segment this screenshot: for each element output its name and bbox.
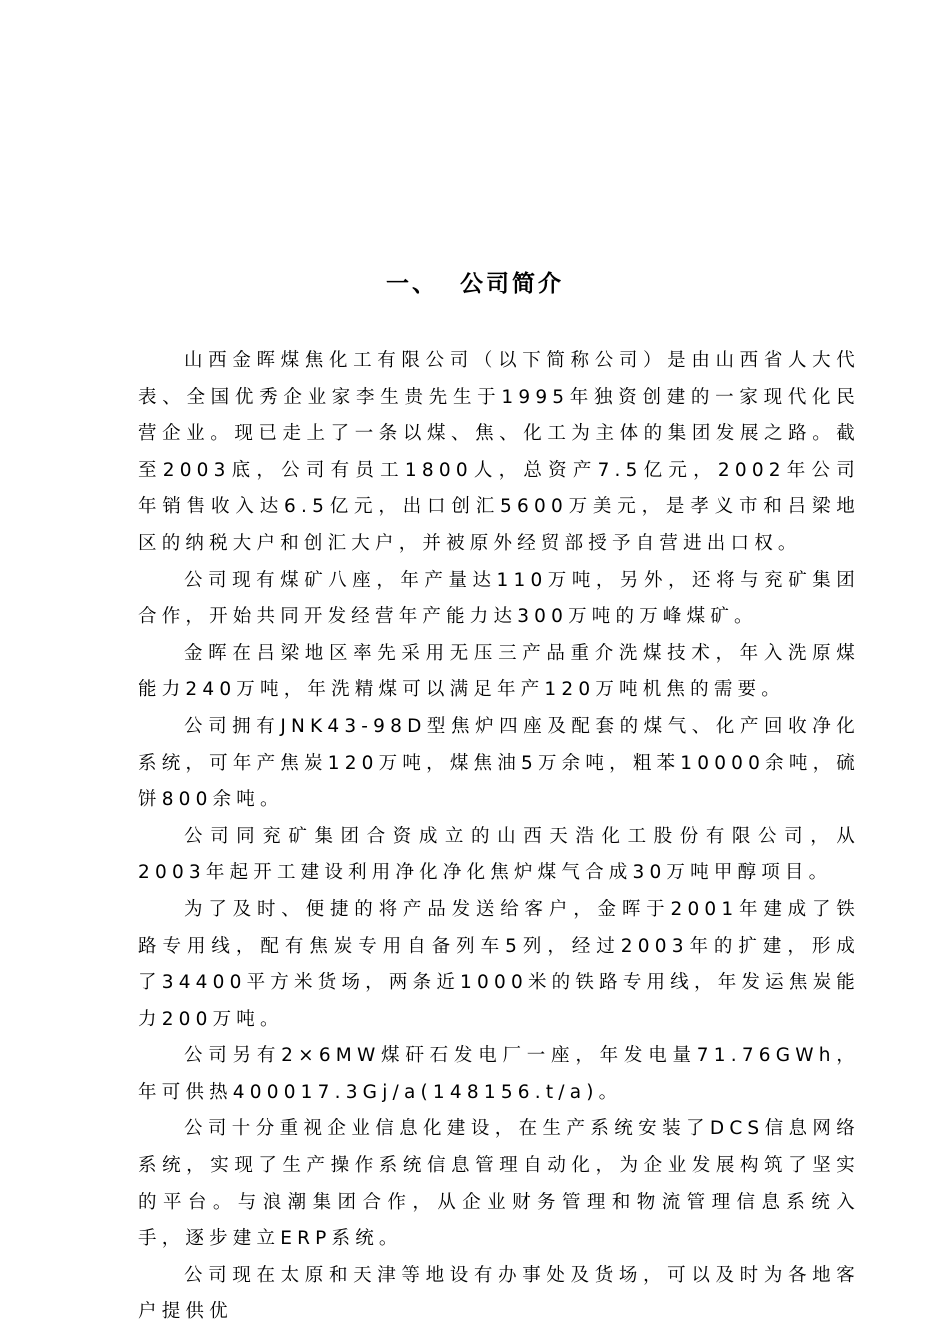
paragraph-informatization: 公司十分重视企业信息化建设，在生产系统安装了DCS信息网络系统，实现了生产操作系统信息管理自动化，为企业发展构筑了坚实的平台。与浪潮集团合作，从企业财务管理和物流管理信息系统入手，逐步建立ERP系统。	[138, 1118, 860, 1250]
paragraph-methanol-project: 公司同兖矿集团合资成立的山西天浩化工股份有限公司，从2003年起开工建设利用净化净化焦炉煤气合成30万吨甲醇项目。	[138, 825, 860, 884]
paragraph-coal-washing: 金晖在吕梁地区率先采用无压三产品重介洗煤技术，年入洗原煤能力240万吨，年洗精煤可以满足年产120万吨机焦的需要。	[138, 642, 860, 701]
paragraph-coal-mines: 公司现有煤矿八座，年产量达110万吨，另外，还将与兖矿集团合作，开始共同开发经营年产能力达300万吨的万峰煤矿。	[138, 569, 860, 628]
section-title: 公司简介	[460, 271, 564, 297]
paragraph-coke-ovens: 公司拥有JNK43-98D型焦炉四座及配套的煤气、化产回收净化系统，可年产焦炭120万吨，煤焦油5万余吨，粗苯10000余吨，硫饼800余吨。	[138, 715, 860, 811]
paragraph-company-overview: 山西金晖煤焦化工有限公司（以下简称公司）是由山西省人大代表、全国优秀企业家李生贵先生于1995年独资创建的一家现代化民营企业。现已走上了一条以煤、焦、化工为主体的集团发展之路。截至2003底，公司有员工1800人，总资产7.5亿元，2002年公司年销售收入达6.5亿元，出口创汇5600万美元，是孝义市和吕梁地区的纳税大户和创汇大户，并被原外经贸部授予自营进出口权。	[138, 350, 860, 554]
paragraph-power-plant: 公司另有2×6MW煤矸石发电厂一座，年发电量71.76GWh，年可供热400017.3Gj/a(148156.t/a)。	[138, 1045, 860, 1103]
paragraph-railway: 为了及时、便捷的将产品发送给客户，金晖于2001年建成了铁路专用线，配有焦炭专用自备列车5列，经过2003年的扩建，形成了34400平方米货场，两条近1000米的铁路专用线，年发运焦炭能力200万吨。	[138, 898, 860, 1030]
section-number: 一、	[386, 271, 438, 297]
paragraph-offices: 公司现在太原和天津等地设有办事处及货场，可以及时为各地客户提供优	[138, 1264, 860, 1323]
body-text	[138, 343, 860, 1331]
section-heading	[0, 266, 950, 302]
